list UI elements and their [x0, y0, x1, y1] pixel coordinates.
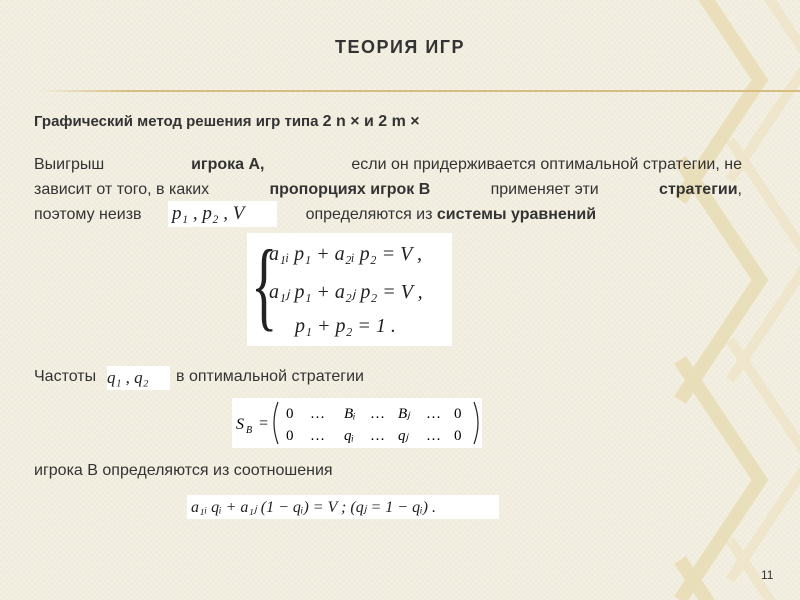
matrix-cell: …	[370, 406, 385, 422]
para-emph-player-a: игрока А,	[191, 156, 265, 173]
matrix-cell: …	[426, 406, 441, 422]
matrix-equals: =	[258, 415, 269, 432]
para-text: применяет эти	[490, 181, 599, 198]
matrix-cell: qⱼ	[398, 428, 409, 444]
slide-title: ТЕОРИЯ ИГР	[334, 37, 466, 57]
equation-1: a₁ᵢ p₁ + a₂ᵢ p₂ = V ,	[269, 243, 422, 265]
matrix-svg	[232, 398, 482, 448]
para-comma: ,	[737, 181, 742, 198]
matrix-cell: qᵢ	[344, 428, 354, 444]
unknowns-formula: p₁ , p₂ , V	[168, 201, 277, 227]
slide-subtitle	[34, 113, 420, 131]
matrix-label-sub: B	[246, 425, 253, 436]
para-text: определяются из	[305, 206, 433, 223]
main-paragraph	[34, 152, 742, 227]
matrix-cell: …	[310, 428, 325, 444]
paragraph-line-3	[34, 202, 742, 227]
para-text: поэтому неизв	[34, 206, 142, 223]
para-text: зависит от того, в каких	[34, 181, 210, 198]
paragraph-line-1	[34, 152, 742, 177]
matrix-label: S	[236, 416, 244, 433]
matrix-cell: …	[310, 406, 325, 422]
left-brace: {	[251, 229, 278, 340]
title-divider	[38, 90, 800, 92]
player-b-line: игрока В определяются из соотношения	[34, 462, 333, 479]
para-emph-strategies: стратегии	[659, 181, 738, 198]
matrix-cell: 0	[286, 406, 294, 422]
matrix-cell: Bᵢ	[344, 406, 356, 422]
matrix-cell: …	[426, 428, 441, 444]
matrix-cell: 0	[286, 428, 294, 444]
para-text: если он придерживается оптимальной стратегии, не	[351, 156, 742, 173]
para-emph-system: системы уравнений	[436, 206, 597, 223]
equation-3: p₁ + p₂ = 1 .	[295, 315, 396, 337]
subtitle-text: Графический метод решения игр типа	[34, 113, 319, 130]
equation-system	[247, 229, 452, 346]
equation-2: a₁ⱼ p₁ + a₂ⱼ p₂ = V ,	[269, 281, 423, 303]
matrix-cell: Bⱼ	[398, 406, 410, 422]
frequencies-text: в оптимальной стратегии	[176, 368, 364, 385]
strategy-matrix	[232, 398, 482, 448]
matrix-cell: …	[370, 428, 385, 444]
matrix-cell: 0	[454, 406, 462, 422]
frequencies-formula: q₁ , q₂	[107, 366, 170, 390]
para-word: Выигрыш	[34, 156, 105, 173]
subtitle-dims: 2 n × и 2 m ×	[322, 113, 420, 130]
para-emph-proportions: пропорциях игрок В	[269, 181, 431, 198]
paragraph-line-2	[34, 177, 742, 202]
matrix-right-paren	[474, 402, 478, 444]
ratio-formula: a₁ᵢ qᵢ + a₁ⱼ (1 − qᵢ) = V ; (qⱼ = 1 − qᵢ) .	[187, 495, 499, 519]
matrix-left-paren	[274, 402, 278, 444]
frequencies-label: Частоты	[34, 368, 97, 385]
page-number: 11	[761, 568, 774, 582]
matrix-cell: 0	[454, 428, 462, 444]
